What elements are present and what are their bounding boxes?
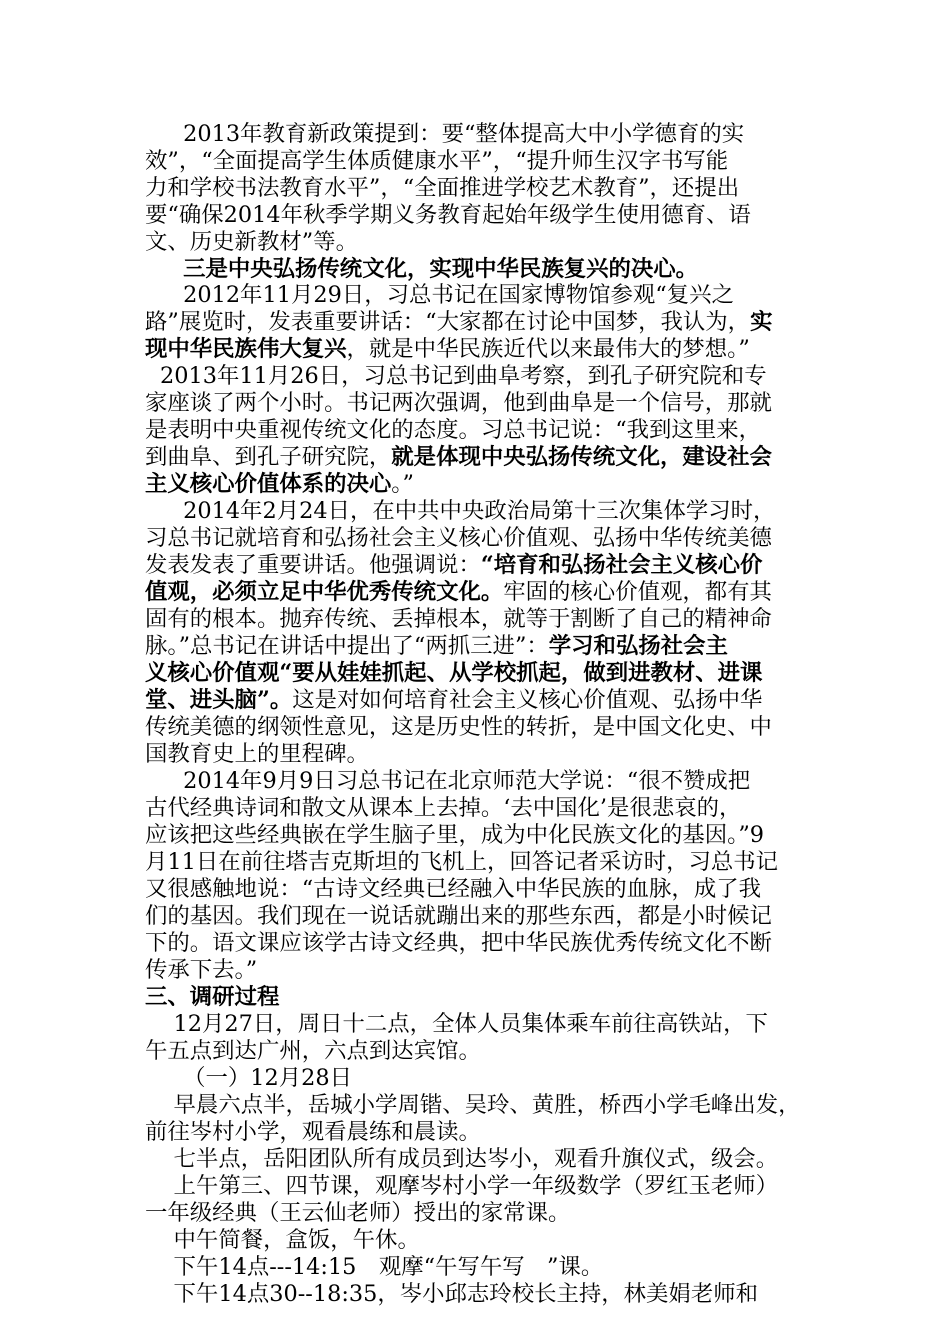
- text-run: 牢固的核心价值观，都有其: [503, 579, 772, 605]
- text-run: 。”: [391, 471, 414, 497]
- text-line: [145, 173, 739, 203]
- text-line: [160, 361, 767, 391]
- text-line: [174, 1171, 779, 1201]
- text-line: [183, 1063, 352, 1093]
- text-line: [145, 577, 772, 607]
- bold-text-run: 学习和弘扬社会主: [548, 633, 728, 659]
- text-run: （一）12月28日: [183, 1065, 353, 1091]
- text-line: [145, 200, 751, 230]
- text-line: [174, 1279, 758, 1309]
- text-run: 12月27日，周日十二点，全体人员集体乘车前往高铁站，下: [173, 1011, 768, 1037]
- text-run: 要“确保2014年秋季学期义务教育起始年级学生使用德育、语: [145, 202, 751, 228]
- text-run: 古代经典诗词和散文从课本上去掉。‘去中国化’是很悲哀的，: [145, 795, 742, 821]
- text-run: 七半点，岳阳团队所有成员到达岑小，观看升旗仪式，级会。: [173, 1146, 779, 1172]
- text-line: [174, 1090, 801, 1120]
- text-line: [183, 119, 744, 149]
- text-run: 这是对如何培育社会主义核心价值观、弘扬中华: [292, 687, 763, 713]
- text-line: [145, 307, 772, 337]
- text-line: [145, 739, 369, 769]
- text-run: 是表明中央重视传统文化的态度。习总书记说：“我到这里来，: [145, 417, 761, 443]
- text-run: 2013年教育新政策提到：要“整体提高大中小学德育的实: [183, 121, 745, 147]
- text-run: ，就是中华民族近代以来最伟大的梦想。”: [346, 336, 750, 362]
- text-run: 中午简餐，盒饭，午休。: [173, 1227, 420, 1253]
- text-line: [145, 469, 414, 499]
- text-run: 效”，“全面提高学生体质健康水平”，“提升师生汉字书写能: [145, 148, 729, 174]
- text-run: 力和学校书法教育水平”，“全面推进学校艺术教育”，还提出: [145, 175, 740, 201]
- text-line: [145, 146, 728, 176]
- text-run: 前往岑村小学，观看晨练和晨读。: [145, 1119, 481, 1145]
- text-line: [174, 1225, 420, 1255]
- bold-text-run: 现中华民族伟大复兴: [145, 336, 347, 362]
- text-run: 2012年11月29日，习总书记在国家博物馆参观“复兴之: [183, 282, 734, 308]
- text-line: [145, 550, 762, 580]
- text-line: [145, 901, 772, 931]
- text-line: [145, 874, 761, 904]
- bold-text-run: 实: [750, 309, 773, 335]
- text-line: [145, 523, 772, 553]
- text-line: [145, 685, 762, 715]
- text-run: 上午第三、四节课，观摩岑村小学一年级数学（罗红玉老师）: [173, 1173, 779, 1199]
- text-line: [145, 712, 772, 742]
- text-run: 文、历史新教材”等。: [145, 229, 358, 255]
- text-run: 应该把这些经典嵌在学生脑子里，成为中化民族文化的基因。”9: [145, 822, 765, 848]
- text-line: [183, 280, 734, 310]
- text-run: 发表发表了重要讲话。他强调说：: [145, 552, 481, 578]
- text-line: [145, 415, 761, 445]
- bold-text-run: 值观，必须立足中华优秀传统文化。: [145, 579, 504, 605]
- text-line: [145, 1036, 481, 1066]
- text-run: 固有的根本。抛弃传统、丢掉根本，就等于割断了自己的精神命: [145, 606, 772, 632]
- text-run: 下午14点30--18:35，岑小邱志玲校长主持，林美娟老师和: [173, 1281, 758, 1307]
- text-line: [145, 928, 772, 958]
- text-line: [174, 1009, 768, 1039]
- bold-text-run: 主义核心价值体系的决心: [145, 471, 392, 497]
- text-run: 下的。语文课应该学古诗文经典，把中华民族优秀传统文化不断: [145, 930, 772, 956]
- text-run: 家座谈了两个小时。书记两次强调，他到曲阜是一个信号，那就: [145, 390, 772, 416]
- text-run: 脉。”总书记在讲话中提出了“两抓三进”：: [145, 633, 549, 659]
- text-line: [183, 496, 775, 526]
- text-line: [145, 631, 728, 661]
- text-run: 到曲阜、到孔子研究院，: [145, 444, 392, 470]
- text-run: 2013年11月26日，习总书记到曲阜考察，到孔子研究院和专: [160, 363, 767, 389]
- bold-text-run: “培育和弘扬社会主义核心价: [480, 552, 763, 578]
- bold-text-run: 义核心价值观“要从娃娃抓起、从学校抓起，做到进教材、进课: [145, 660, 763, 686]
- text-line: [174, 1252, 604, 1282]
- bold-text-run: 堂、进头脑”。: [145, 687, 293, 713]
- text-line: [145, 388, 772, 418]
- text-line: [145, 227, 358, 257]
- text-run: 们的基因。我们现在一说话就蹦出来的那些东西，都是小时候记: [145, 903, 772, 929]
- text-run: 月11日在前往塔吉克斯坦的飞机上，回答记者采访时，习总书记: [145, 849, 779, 875]
- text-line: [145, 847, 778, 877]
- text-line: [183, 766, 750, 796]
- text-run: 2014年9月9日习总书记在北京师范大学说：“很不赞成把: [183, 768, 751, 794]
- text-line: [145, 334, 750, 364]
- text-run: 传统美德的纲领性意见，这是历史性的转折，是中国文化史、中: [145, 714, 772, 740]
- text-line: [145, 604, 772, 634]
- text-line: [145, 1198, 570, 1228]
- text-run: 路”展览时，发表重要讲话：“大家都在讨论中国梦，我认为，: [145, 309, 751, 335]
- text-run: 又很感触地说：“古诗文经典已经融入中华民族的血脉，成了我: [145, 876, 761, 902]
- bold-text-run: 三、调研过程: [145, 984, 280, 1010]
- text-line: [145, 955, 257, 985]
- bold-text-run: 三是中央弘扬传统文化，实现中华民族复兴的决心。: [183, 256, 699, 282]
- bold-text-run: 就是体现中央弘扬传统文化，建设社会: [391, 444, 772, 470]
- text-line: [145, 820, 764, 850]
- text-run: 下午14点---14:15 观摩“午写午写 ”课。: [173, 1254, 604, 1280]
- text-run: 传承下去。”: [145, 957, 258, 983]
- text-line: [145, 982, 279, 1012]
- text-run: 早晨六点半，岳城小学周锴、吴玲、黄胜，桥西小学毛峰出发，: [173, 1092, 801, 1118]
- text-line: [145, 793, 741, 823]
- text-line: [145, 442, 772, 472]
- text-run: 一年级经典（王云仙老师）授出的家常课。: [145, 1200, 571, 1226]
- text-run: 午五点到达广州，六点到达宾馆。: [145, 1038, 481, 1064]
- text-line: [145, 658, 762, 688]
- text-run: 2014年2月24日，在中共中央政治局第十三次集体学习时，: [183, 498, 776, 524]
- text-run: 习总书记就培育和弘扬社会主义核心价值观、弘扬中华传统美德: [145, 525, 772, 551]
- text-line: [174, 1144, 779, 1174]
- text-run: 国教育史上的里程碑。: [145, 741, 369, 767]
- text-line: [145, 1117, 481, 1147]
